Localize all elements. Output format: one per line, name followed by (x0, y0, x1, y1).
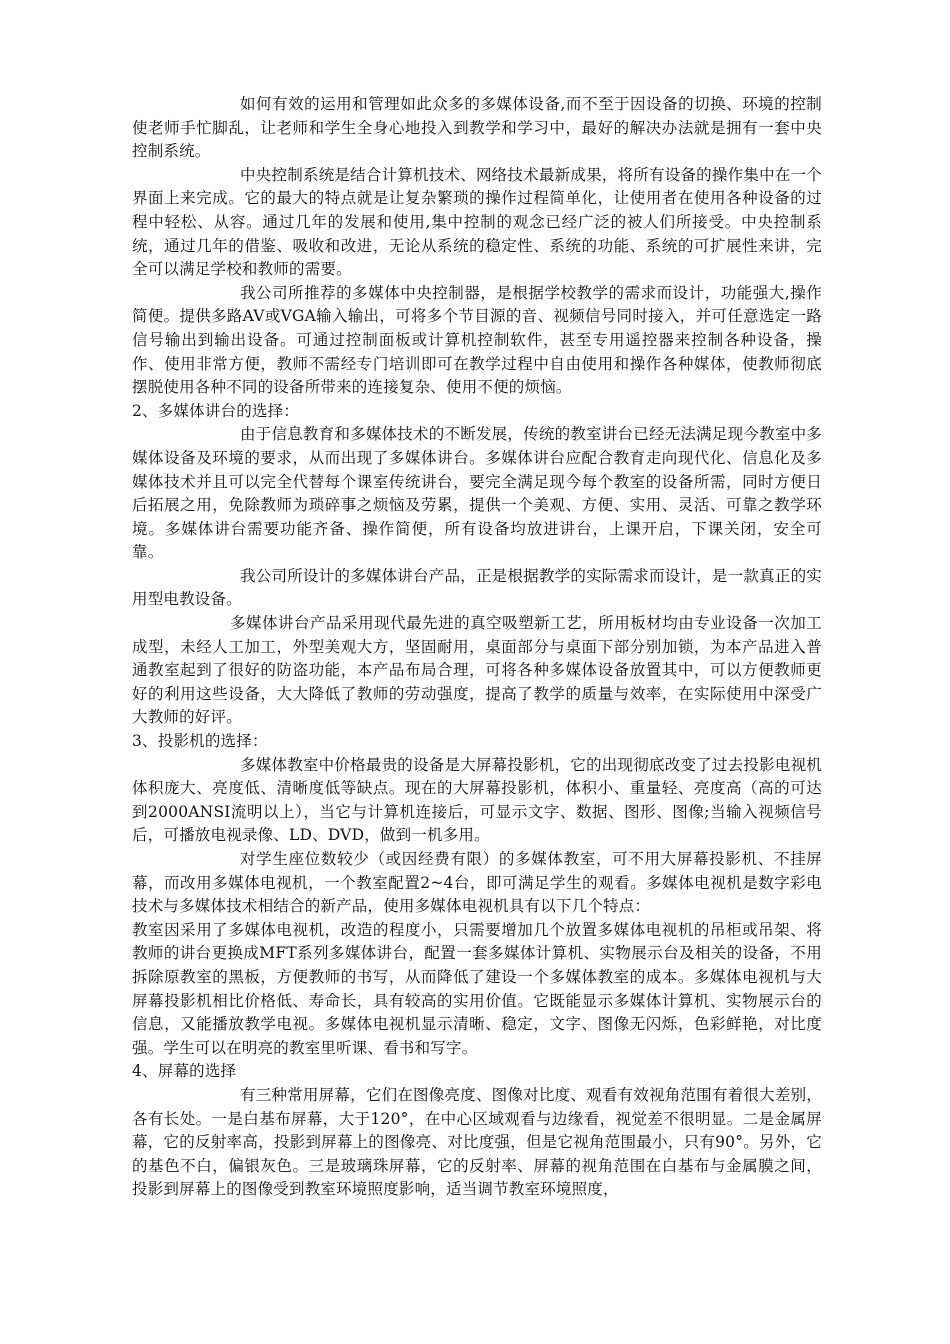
paragraph-controller-recommendation: 我公司所推荐的多媒体中央控制器，是根据学校教学的需求而设计，功能强大,操作简便。提供多路AV或VGA输入输出，可将多个节目源的音、视频信号同时接入，并可任意选定一路信号输出到输出设备。可通过控制面板或计算机控制软件，甚至专用遥控器来控制各种设备，操作、使用非常方便，教师不需经专门培训即可在教学过程中自由使用和操作各种媒体，使教师彻底摆脱使用各种不同的设备所带来的连接复杂、使用不便的烦恼。 (132, 283, 822, 397)
paragraph-classroom-tv: 教室因采用了多媒体电视机，改造的程度小，只需要增加几个放置多媒体电视机的吊柜或吊架、将教师的讲台更换成MFT系列多媒体讲台，配置一套多媒体计算机、实物展示台及相关的设备，不用拆除原教室的黑板，方便教师的书写，从而降低了建设一个多媒体教室的成本。多媒体电视机与大屏幕投影机相比价格低、寿命长，具有较高的实用价值。它既能显示多媒体计算机、实物展示台的信息，又能播放教学电视。多媒体电视机显示清晰、稳定，文字、图像无闪烁，色彩鲜艳，对比度强。学生可以在明亮的教室里听课、看书和写字。 (132, 920, 822, 1057)
paragraph-screen-types: 有三种常用屏幕，它们在图像亮度、图像对比度、观看有效视角范围有着很大差别，各有长处。一是白基布屏幕，大于120°，在中心区域观看与边缘看，视觉差不很明显。二是金属屏幕，它的反射率高，投影到屏幕上的图像亮、对比度强，但是它视角范围最小，只有90°。另外，它的基色不白，偏银灰色。三是玻璃珠屏幕，它的反射率、屏幕的视角范围在白基布与金属膜之间，投影到屏幕上的图像受到教室环境照度影响，适当调节教室环境照度， (132, 1085, 822, 1199)
paragraph-multimedia-tv: 对学生座位数较少（或因经费有限）的多媒体教室，可不用大屏幕投影机、不挂屏幕，而改用多媒体电视机，一个教室配置2~4台，即可满足学生的观看。多媒体电视机是数字彩电技术与多媒体技术相结合的新产品，使用多媒体电视机具有以下几个特点： (132, 850, 822, 916)
paragraph-central-control: 中央控制系统是结合计算机技术、网络技术最新成果，将所有设备的操作集中在一个界面上来完成。它的最大的特点就是让复杂繁琐的操作过程简单化，让使用者在使用各种设备的过程中轻松、从容。通过几年的发展和使用,集中控制的观念已经广泛的被人们所接受。中央控制系统，通过几年的借鉴、吸收和改进，无论从系统的稳定性、系统的功能、系统的可扩展性来讲，完全可以满足学校和教师的需要。 (132, 165, 822, 279)
paragraph-podium-craft: 多媒体讲台产品采用现代最先进的真空吸塑新工艺，所用板材均由专业设备一次加工成型，未经人工加工，外型美观大方，坚固耐用，桌面部分与桌面下部分别加锁，为本产品进入普通教室起到了很好的防盗功能，本产品布局合理，可将各种多媒体设备放置其中，可以方便教师更好的利用这些设备，大大降低了教师的劳动强度，提高了教学的质量与效率，在实际使用中深受广大教师的好评。 (132, 614, 822, 727)
section-heading-screen: 4、屏幕的选择 (132, 1062, 237, 1081)
section-heading-podium: 2、多媒体讲台的选择： (132, 401, 300, 420)
paragraph-podium-background: 由于信息教育和多媒体技术的不断发展，传统的教室讲台已经无法满足现今教室中多媒体设备及环境的要求，从而出现了多媒体讲台。多媒体讲台应配合教育走向现代化、信息化及多媒体技术并且可以完全代替每个课室传统讲台，要完全满足现今每个教室的设备所需，同时方便日后拓展之用，免除教师为琐碎事之烦恼及劳累，提供一个美观、方便、实用、灵活、可靠之教学环境。多媒体讲台需要功能齐备、操作简便，所有设备均放进讲台，上课开启，下课关闭，安全可靠。 (132, 425, 822, 562)
document-body (132, 93, 822, 1202)
paragraph-projector: 多媒体教室中价格最贵的设备是大屏幕投影机，它的出现彻底改变了过去投影电视机体积庞大、亮度低、清晰度低等缺点。现在的大屏幕投影机，体积小、重量轻、亮度高（高的可达到2000ANSI流明以上），当它与计算机连接后，可显示文字、数据、图形、图像;当输入视频信号后，可播放电视录像、LD、DVD，做到一机多用。 (132, 755, 822, 845)
section-heading-projector: 3、投影机的选择： (132, 732, 268, 751)
paragraph-podium-product: 我公司所设计的多媒体讲台产品，正是根据教学的实际需求而设计，是一款真正的实用型电教设备。 (132, 566, 822, 609)
paragraph-intro: 如何有效的运用和管理如此众多的多媒体设备,而不至于因设备的切换、环境的控制使老师手忙脚乱，让老师和学生全身心地投入到教学和学习中，最好的解决办法就是拥有一套中央控制系统。 (132, 95, 822, 161)
